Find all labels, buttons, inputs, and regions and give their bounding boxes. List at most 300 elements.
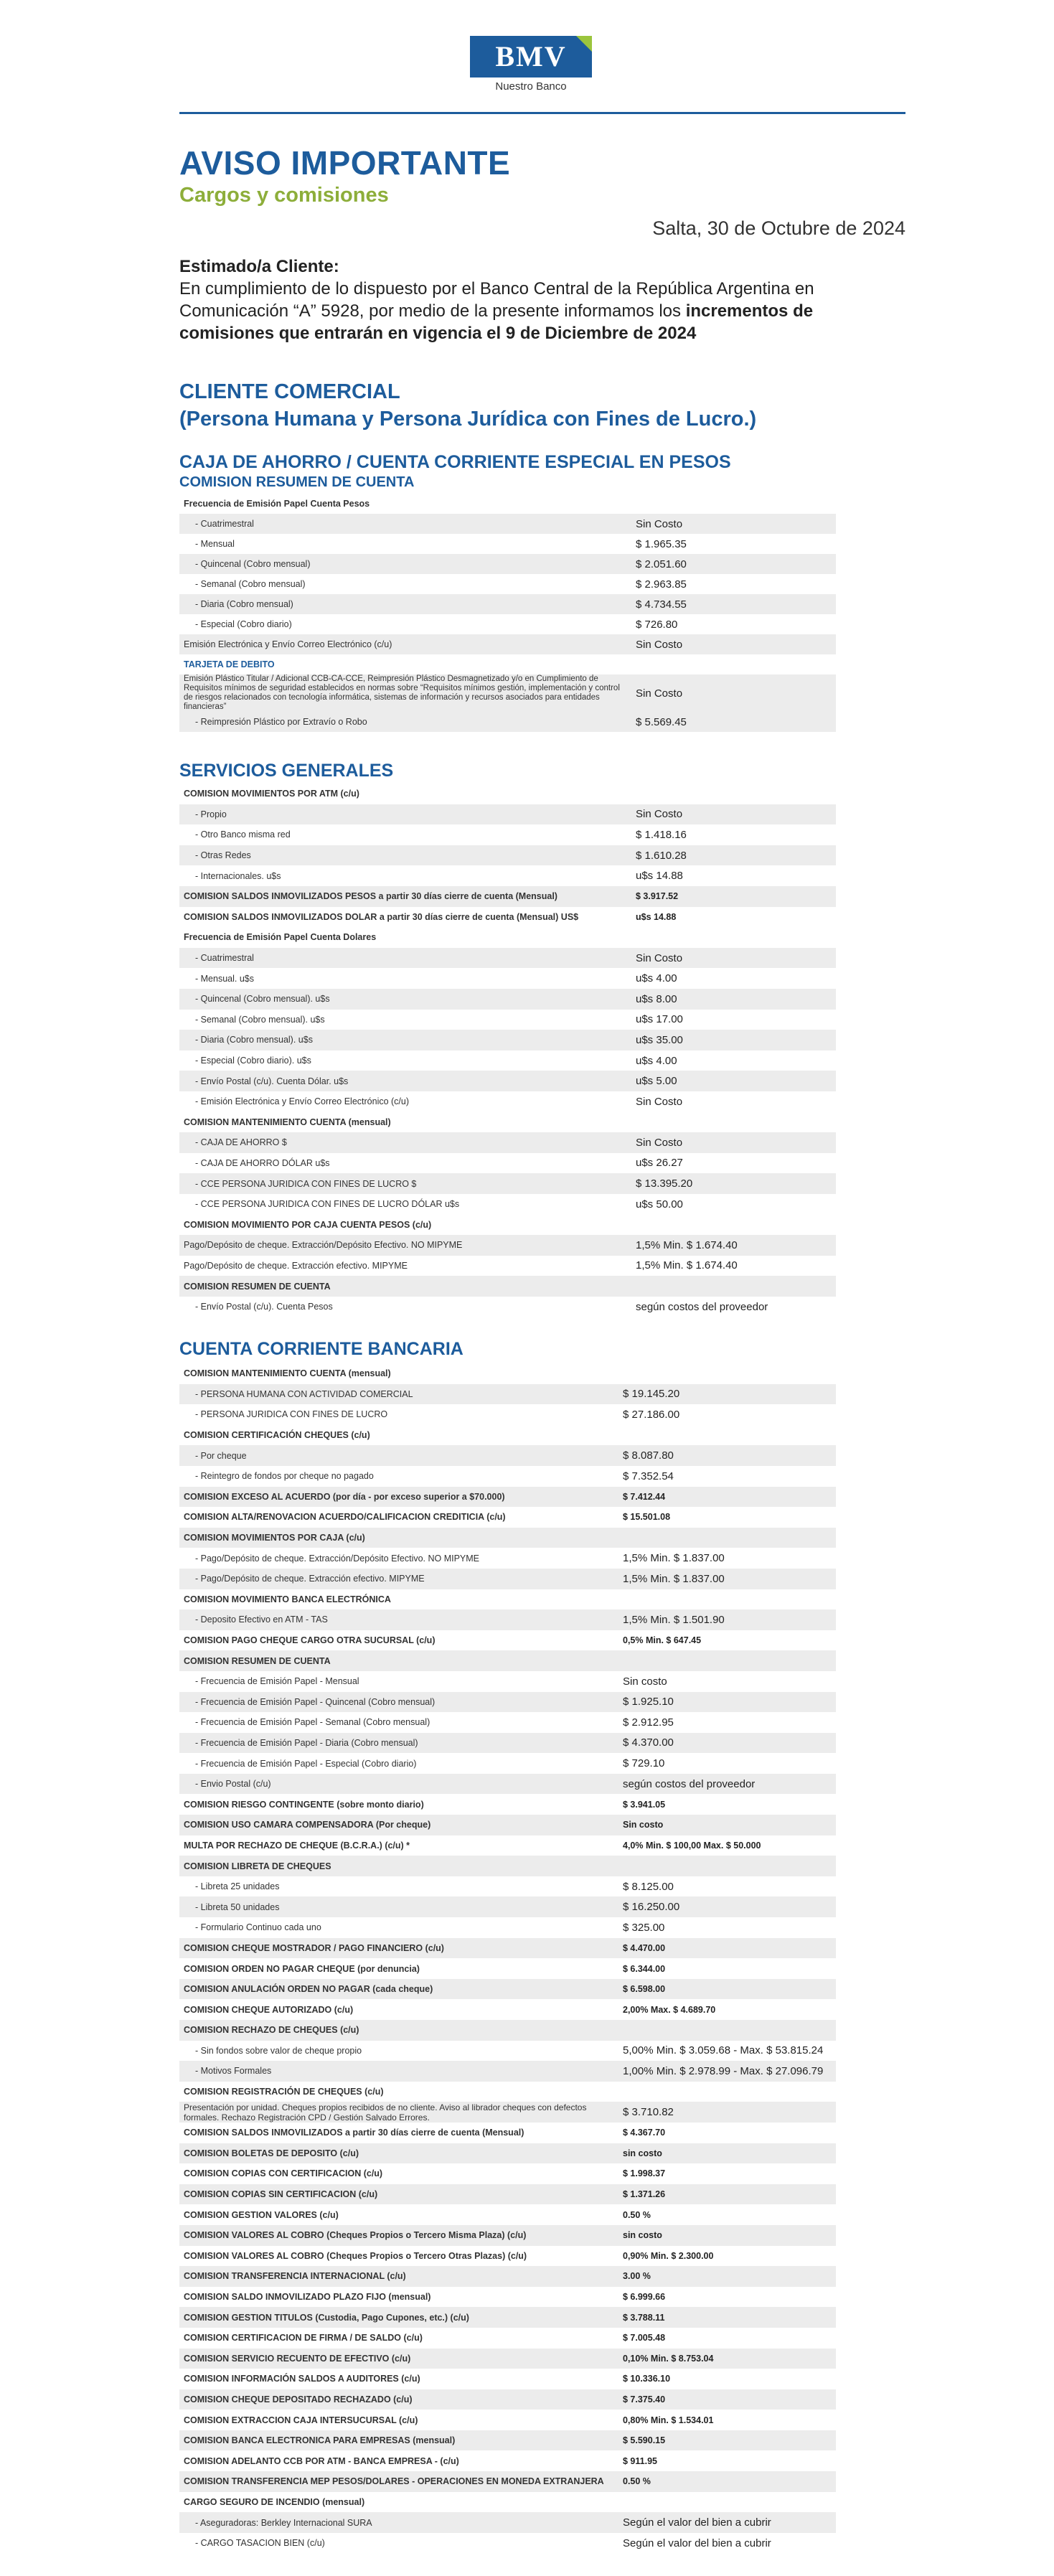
intro-highlight: incrementos de comisiones que entrarán en vigencia el 9 de Diciembre de 2024 xyxy=(179,301,814,343)
fee-value: 1,00% Min. $ 2.978.99 - Max. $ 27.096.79 xyxy=(618,2061,836,2082)
fee-row xyxy=(179,1276,836,1297)
fee-value: u$s 14.88 xyxy=(636,911,677,922)
fee-label: - CAJA DE AHORRO $ xyxy=(179,1132,631,1153)
fee-label: - CCE PERSONA JURIDICA CON FINES DE LUCRO $ xyxy=(179,1173,631,1194)
fee-value: $ 911.95 xyxy=(623,2455,657,2466)
fee-row xyxy=(179,2225,836,2246)
fee-row xyxy=(179,948,836,969)
fee-row xyxy=(179,1132,836,1153)
fee-row xyxy=(179,1153,836,1174)
fee-label: - Propio xyxy=(179,804,631,825)
fee-label: - Reimpresión Plástico por Extravío o Robo xyxy=(179,712,631,732)
fee-value: Sin Costo xyxy=(631,804,836,825)
fee-label: - Internacionales. u$s xyxy=(195,870,281,881)
fee-row xyxy=(179,1979,836,2000)
fee-row xyxy=(179,574,836,594)
fee-value xyxy=(618,1363,836,1384)
fee-row xyxy=(179,1173,836,1194)
fee-label: - Frecuencia de Emisión Papel - Diaria (Cobro mensual) xyxy=(179,1733,618,1754)
fee-value: 2,00% Max. $ 4.689.70 xyxy=(623,2004,716,2015)
fee-value: $ 1.925.10 xyxy=(618,1692,836,1713)
fee-label: - Frecuencia de Emisión Papel - Especial (Cobro diario) xyxy=(195,1758,417,1769)
intro-greeting: Estimado/a Cliente: xyxy=(179,257,339,276)
fee-value: Sin Costo xyxy=(631,1132,836,1153)
fee-value: $ 7.375.40 xyxy=(618,2389,836,2410)
fee-label: - Pago/Depósito de cheque. Extracción/Depósito Efectivo. NO MIPYME xyxy=(195,1553,480,1564)
fee-row xyxy=(179,1548,836,1569)
fee-row xyxy=(179,712,836,732)
fee-value: $ 19.145.20 xyxy=(618,1384,836,1405)
fee-value: según costos del proveedor xyxy=(618,1774,836,1795)
fee-label: - Motivos Formales xyxy=(179,2061,618,2082)
bank-logo xyxy=(466,36,596,93)
fee-label: - Envío Postal (c/u). Cuenta Dólar. u$s xyxy=(179,1071,631,1091)
fee-value: 1,5% Min. $ 1.837.00 xyxy=(618,1569,836,1589)
fee-label: - Especial (Cobro diario) xyxy=(195,619,292,629)
fee-label: COMISION MOVIMIENTOS POR CAJA (c/u) xyxy=(179,1528,618,1548)
fee-label: Presentación por unidad. Cheques propios recibidos de no cliente. Aviso al librador cheques con defectos formales. Rechazo Registración CPD / Gestión Salvado Errores. xyxy=(179,2102,618,2123)
fee-row xyxy=(179,2369,836,2389)
fee-value xyxy=(618,1650,836,1671)
client-type-subtitle: (Persona Humana y Persona Jurídica con Fines de Lucro.) xyxy=(179,408,757,431)
fee-row xyxy=(179,1856,836,1876)
fee-value: $ 6.598.00 xyxy=(618,1979,836,2000)
fee-row xyxy=(179,2266,836,2287)
fee-row xyxy=(179,1589,836,1610)
fee-label: COMISION RESUMEN DE CUENTA xyxy=(179,1650,618,1671)
fee-value: $ 7.352.54 xyxy=(623,1470,674,1482)
fee-row xyxy=(179,1671,836,1692)
fee-value: u$s 17.00 xyxy=(636,1013,683,1026)
fee-value: Según el valor del bien a cubrir xyxy=(623,2537,771,2549)
fee-label: COMISION SERVICIO RECUENTO DE EFECTIVO (c/u) xyxy=(179,2349,618,2369)
fee-row xyxy=(179,1835,836,1856)
intro-paragraph xyxy=(179,255,905,344)
fee-value: sin costo xyxy=(618,2143,836,2164)
fee-row xyxy=(179,1712,836,1733)
fee-value: Sin Costo xyxy=(631,674,836,712)
fee-label: - Emisión Electrónica y Envío Correo Electrónico (c/u) xyxy=(195,1096,410,1107)
fee-label: COMISION TRANSFERENCIA INTERNACIONAL (c/u) xyxy=(179,2266,618,2287)
fee-row xyxy=(179,2512,836,2533)
fee-row xyxy=(179,1214,836,1235)
fee-label: COMISION PAGO CHEQUE CARGO OTRA SUCURSAL (c/u) xyxy=(184,1635,436,1646)
fee-row xyxy=(179,1010,836,1030)
fee-row xyxy=(179,2349,836,2369)
fee-row xyxy=(179,2410,836,2430)
section-cuenta-corriente-title: CUENTA CORRIENTE BANCARIA xyxy=(179,1339,464,1359)
fee-label: COMISION BOLETAS DE DEPOSITO (c/u) xyxy=(179,2143,618,2164)
fee-value xyxy=(618,2082,836,2102)
fee-label: - CCE PERSONA JURIDICA CON FINES DE LUCRO DÓLAR u$s xyxy=(195,1199,460,1210)
fee-row xyxy=(179,1507,836,1528)
fee-value xyxy=(618,1589,836,1610)
fee-label: COMISION EXCESO AL ACUERDO (por día - por exceso superior a $70.000) xyxy=(179,1487,618,1508)
fee-row xyxy=(179,514,836,534)
fee-row xyxy=(179,1896,836,1917)
fee-value: $ 4.470.00 xyxy=(618,1938,836,1959)
fee-label: - Deposito Efectivo en ATM - TAS xyxy=(179,1609,618,1630)
fee-value: u$s 26.27 xyxy=(636,1157,683,1170)
fee-row xyxy=(179,784,836,804)
fee-row xyxy=(179,1112,836,1133)
fee-row xyxy=(179,534,836,554)
fee-value: $ 729.10 xyxy=(623,1757,665,1770)
fee-value: según costos del proveedor xyxy=(636,1300,768,1313)
fee-label: COMISION TRANSFERENCIA MEP PESOS/DOLARES - OPERACIONES EN MONEDA EXTRANJERA xyxy=(179,2471,618,2492)
fee-label: COMISION CHEQUE AUTORIZADO (c/u) xyxy=(184,2004,354,2015)
fee-row xyxy=(179,1958,836,1979)
fee-row xyxy=(179,494,836,514)
fee-row xyxy=(179,907,836,928)
fees-table-caja-ahorro xyxy=(179,494,836,732)
fee-label: - Formulario Continuo cada uno xyxy=(195,1922,321,1933)
fee-row xyxy=(179,968,836,989)
fee-label: Frecuencia de Emisión Papel Cuenta Pesos xyxy=(184,499,370,509)
fee-value: 0,10% Min. $ 8.753.04 xyxy=(618,2349,836,2369)
fee-row xyxy=(179,804,836,825)
fee-value: 0.50 % xyxy=(623,2209,651,2220)
fee-row xyxy=(179,634,836,654)
fee-value: $ 726.80 xyxy=(636,618,678,631)
fee-value: $ 16.250.00 xyxy=(618,1896,836,1917)
fee-row xyxy=(179,2307,836,2328)
fee-row xyxy=(179,2061,836,2082)
fee-row xyxy=(179,1487,836,1508)
fee-label: COMISION ANULACIÓN ORDEN NO PAGAR (cada cheque) xyxy=(179,1979,618,2000)
fee-label: - CAJA DE AHORRO DÓLAR u$s xyxy=(195,1157,330,1168)
fee-label: - PERSONA HUMANA CON ACTIVIDAD COMERCIAL xyxy=(179,1384,618,1405)
fee-label: COMISION SALDO INMOVILIZADO PLAZO FIJO (mensual) xyxy=(184,2292,431,2303)
fee-label: COMISION CERTIFICACION DE FIRMA / DE SALDO (c/u) xyxy=(184,2333,423,2344)
fee-value: 1,5% Min. $ 1.674.40 xyxy=(636,1259,738,1272)
fee-label: - Libreta 50 unidades xyxy=(179,1896,618,1917)
fee-value: 5,00% Min. $ 3.059.68 - Max. $ 53.815.24 xyxy=(623,2044,824,2057)
fee-label: CARGO SEGURO DE INCENDIO (mensual) xyxy=(184,2496,365,2507)
fee-value: $ 4.734.55 xyxy=(631,594,836,614)
fee-label: COMISION ORDEN NO PAGAR CHEQUE (por denuncia) xyxy=(184,1963,420,1974)
fee-row xyxy=(179,2184,836,2205)
fee-row xyxy=(179,614,836,634)
fee-label: - Envio Postal (c/u) xyxy=(179,1774,618,1795)
fee-value: $ 2.051.60 xyxy=(631,554,836,574)
fee-row xyxy=(179,2102,836,2123)
fee-label: Pago/Depósito de cheque. Extracción efectivo. MIPYME xyxy=(184,1260,408,1271)
fee-value: $ 1.418.16 xyxy=(636,828,687,841)
fee-row xyxy=(179,1876,836,1897)
fee-row xyxy=(179,824,836,845)
fee-value: 1,5% Min. $ 1.501.90 xyxy=(618,1609,836,1630)
fee-row xyxy=(179,1774,836,1795)
fee-label: - Aseguradoras: Berkley Internacional SURA xyxy=(179,2512,618,2533)
fee-value: 0,90% Min. $ 2.300.00 xyxy=(623,2250,714,2261)
fee-label: - Libreta 25 unidades xyxy=(195,1881,280,1892)
fee-row xyxy=(179,2492,836,2513)
fee-row xyxy=(179,1050,836,1071)
fee-row xyxy=(179,1235,836,1256)
fee-label: COMISION SALDOS INMOVILIZADOS a partir 30 días cierre de cuenta (Mensual) xyxy=(184,2128,524,2138)
fee-label: COMISION GESTION TITULOS (Custodia, Pago Cupones, etc.) (c/u) xyxy=(179,2307,618,2328)
fee-value: $ 8.087.80 xyxy=(618,1445,836,1466)
fee-value xyxy=(631,784,836,804)
fee-value: u$s 4.00 xyxy=(636,972,677,985)
fee-label: COMISION RESUMEN DE CUENTA xyxy=(179,1276,631,1297)
fee-label: - Otras Redes xyxy=(179,845,631,866)
page-subtitle: Cargos y comisiones xyxy=(179,184,389,207)
fee-value: $ 6.344.00 xyxy=(623,1963,666,1974)
fee-value: $ 325.00 xyxy=(623,1921,665,1934)
fee-row xyxy=(179,2163,836,2184)
fee-value: Sin Costo xyxy=(631,514,836,534)
client-type-title: CLIENTE COMERCIAL xyxy=(179,380,400,403)
fee-label: - Frecuencia de Emisión Papel - Mensual xyxy=(195,1676,359,1687)
fee-row xyxy=(179,1194,836,1215)
fee-value xyxy=(631,654,836,674)
fee-row xyxy=(179,1297,836,1317)
fee-row xyxy=(179,2430,836,2451)
fee-row xyxy=(179,1692,836,1713)
fee-row xyxy=(179,1466,836,1487)
fee-row xyxy=(179,865,836,886)
fee-label: COMISION REGISTRACIÓN DE CHEQUES (c/u) xyxy=(184,2087,384,2097)
fee-row xyxy=(179,594,836,614)
fee-value: $ 4.370.00 xyxy=(618,1733,836,1754)
fee-row xyxy=(179,2020,836,2041)
fee-label: - Sin fondos sobre valor de cheque propio xyxy=(195,2045,362,2056)
fee-row xyxy=(179,1071,836,1091)
fee-value: $ 10.336.10 xyxy=(623,2374,671,2384)
fee-label: Emisión Electrónica y Envío Correo Electrónico (c/u) xyxy=(179,634,631,654)
fee-label: TARJETA DE DEBITO xyxy=(184,659,275,669)
fee-row xyxy=(179,1528,836,1548)
fee-value: 0,80% Min. $ 1.534.01 xyxy=(623,2415,714,2425)
fee-value: $ 27.186.00 xyxy=(623,1408,680,1421)
fee-label: COMISION RIESGO CONTINGENTE (sobre monto diario) xyxy=(184,1799,424,1810)
fee-row xyxy=(179,2123,836,2143)
fee-label: - Quincenal (Cobro mensual) xyxy=(179,554,631,574)
fee-label: COMISION MOVIMIENTO BANCA ELECTRÓNICA xyxy=(184,1594,391,1604)
fees-table-cuenta-corriente xyxy=(179,1363,836,2553)
notice-date: Salta, 30 de Octubre de 2024 xyxy=(652,217,905,239)
fee-row xyxy=(179,1256,836,1277)
fee-value xyxy=(618,1425,836,1446)
fee-row xyxy=(179,989,836,1010)
fee-value: $ 5.590.15 xyxy=(618,2430,836,2451)
fee-row xyxy=(179,845,836,866)
fee-row xyxy=(179,674,836,712)
fee-value: u$s 50.00 xyxy=(636,1198,683,1211)
fee-label: COMISION RECHAZO DE CHEQUES (c/u) xyxy=(179,2020,618,2041)
fee-row xyxy=(179,1609,836,1630)
fee-label: COMISION CHEQUE MOSTRADOR / PAGO FINANCIERO (c/u) xyxy=(179,1938,618,1959)
fee-label: - Mensual xyxy=(195,539,235,549)
fee-label: COMISION COPIAS SIN CERTIFICACION (c/u) xyxy=(179,2184,618,2205)
fee-label: COMISION ALTA/RENOVACION ACUERDO/CALIFICACION CREDITICIA (c/u) xyxy=(184,1512,506,1523)
fee-row xyxy=(179,1753,836,1774)
fee-row xyxy=(179,1363,836,1384)
fee-label: COMISION INFORMACIÓN SALDOS A AUDITORES (c/u) xyxy=(184,2374,420,2384)
fee-value: 3.00 % xyxy=(618,2266,836,2287)
fee-row xyxy=(179,927,836,948)
fee-label: COMISION GESTION VALORES (c/u) xyxy=(184,2209,339,2220)
fees-table-servicios-generales xyxy=(179,784,836,1317)
fee-label: COMISION ADELANTO CCB POR ATM - BANCA EMPRESA - (c/u) xyxy=(184,2455,459,2466)
fee-value: $ 1.965.35 xyxy=(636,537,687,550)
fee-row xyxy=(179,1917,836,1938)
fee-row xyxy=(179,1569,836,1589)
fee-label: COMISION VALORES AL COBRO (Cheques Propios o Tercero Otras Plazas) (c/u) xyxy=(184,2250,527,2261)
fee-value xyxy=(618,2020,836,2041)
fee-row xyxy=(179,2041,836,2062)
page-title: AVISO IMPORTANTE xyxy=(179,144,511,182)
fee-value: Sin costo xyxy=(618,1815,836,1835)
fee-value: $ 4.367.70 xyxy=(623,2128,666,2138)
fee-value: Sin Costo xyxy=(636,1095,683,1108)
fee-label: - Diaria (Cobro mensual) xyxy=(179,594,631,614)
fee-row xyxy=(179,2246,836,2267)
fee-value: u$s 14.88 xyxy=(636,870,683,883)
fee-label: COMISION SALDOS INMOVILIZADOS DOLAR a partir 30 días cierre de cuenta (Mensual) US$ xyxy=(184,911,579,922)
intro-text: En cumplimiento de lo dispuesto por el Banco Central de la República Argentina en Comunicación “A” 5928, por medio de la presente informamos los xyxy=(179,279,814,321)
fee-row xyxy=(179,2143,836,2164)
fee-label: COMISION VALORES AL COBRO (Cheques Propios o Tercero Misma Plaza) (c/u) xyxy=(179,2225,618,2246)
fee-row xyxy=(179,1445,836,1466)
fee-row xyxy=(179,2204,836,2225)
fee-value xyxy=(631,1214,836,1235)
fee-label: COMISION CHEQUE DEPOSITADO RECHAZADO (c/u) xyxy=(179,2389,618,2410)
fee-row xyxy=(179,1091,836,1112)
fee-label: COMISION MOVIMIENTO POR CAJA CUENTA PESOS (c/u) xyxy=(184,1219,432,1230)
fee-label: - Quincenal (Cobro mensual). u$s xyxy=(179,989,631,1010)
fee-value: $ 13.395.20 xyxy=(631,1173,836,1194)
fee-value xyxy=(631,927,836,948)
fee-label: - Envío Postal (c/u). Cuenta Pesos xyxy=(195,1302,333,1312)
fee-value xyxy=(631,1276,836,1297)
fee-value: u$s 8.00 xyxy=(631,989,836,1010)
fee-label: COMISION MANTENIMIENTO CUENTA (mensual) xyxy=(184,1368,391,1379)
fee-label: COMISION BANCA ELECTRONICA PARA EMPRESAS (mensual) xyxy=(179,2430,618,2451)
fee-row xyxy=(179,1938,836,1959)
fee-value: Sin Costo xyxy=(631,948,836,969)
fee-label: COMISION MOVIMIENTOS POR ATM (c/u) xyxy=(184,789,359,799)
logo-mark: BMV xyxy=(470,36,592,77)
header-divider xyxy=(179,112,905,114)
logo-tagline: Nuestro Banco xyxy=(495,80,567,93)
fee-row xyxy=(179,2082,836,2102)
fee-value: $ 1.998.37 xyxy=(623,2168,666,2179)
fee-value: $ 3.917.52 xyxy=(631,886,836,907)
fee-value: $ 7.005.48 xyxy=(623,2333,666,2344)
fee-label: COMISION EXTRACCION CAJA INTERSUCURSAL (c/u) xyxy=(184,2415,418,2425)
fee-label: COMISION CERTIFICACIÓN CHEQUES (c/u) xyxy=(184,1430,370,1441)
fee-value xyxy=(631,1112,836,1133)
fee-value: $ 5.569.45 xyxy=(631,712,836,732)
fee-value: Sin costo xyxy=(623,1675,667,1688)
fee-row xyxy=(179,2450,836,2471)
fee-row xyxy=(179,2471,836,2492)
fee-row xyxy=(179,2328,836,2349)
fee-row xyxy=(179,2533,836,2554)
fee-label: - Frecuencia de Emisión Papel - Semanal (Cobro mensual) xyxy=(195,1717,430,1728)
fee-value xyxy=(631,494,836,514)
fee-label: - Cuatrimestral xyxy=(179,514,631,534)
fee-value: 1,5% Min. $ 1.674.40 xyxy=(631,1235,836,1256)
fee-row xyxy=(179,1030,836,1050)
fee-label: Pago/Depósito de cheque. Extracción/Depósito Efectivo. NO MIPYME xyxy=(179,1235,631,1256)
fee-value xyxy=(618,2492,836,2513)
fee-row xyxy=(179,1794,836,1815)
fee-value: $ 15.501.08 xyxy=(623,1512,671,1523)
fee-row xyxy=(179,1650,836,1671)
fee-row xyxy=(179,1630,836,1651)
fee-value: sin costo xyxy=(618,2225,836,2246)
fee-label: - PERSONA JURIDICA CON FINES DE LUCRO xyxy=(195,1409,388,1420)
fee-value xyxy=(618,1528,836,1548)
fee-value: 0.50 % xyxy=(618,2471,836,2492)
fee-label: - Especial (Cobro diario). u$s xyxy=(195,1056,311,1066)
fee-label: COMISION MANTENIMIENTO CUENTA (mensual) xyxy=(184,1117,391,1127)
fee-label: - Cuatrimestral xyxy=(179,948,631,969)
fee-value: 4,0% Min. $ 100,00 Max. $ 50.000 xyxy=(623,1840,761,1851)
fee-label: - Diaria (Cobro mensual). u$s xyxy=(179,1030,631,1050)
fee-row xyxy=(179,1999,836,2020)
fee-value: Sin Costo xyxy=(631,634,836,654)
fee-label: - Semanal (Cobro mensual). u$s xyxy=(195,1014,325,1025)
fee-value: $ 3.710.82 xyxy=(618,2102,836,2123)
fee-value: $ 2.963.85 xyxy=(636,578,687,591)
fee-row xyxy=(179,1384,836,1405)
fee-value: $ 7.412.44 xyxy=(618,1487,836,1508)
section-servicios-generales-title: SERVICIOS GENERALES xyxy=(179,761,394,781)
fee-value: 1,5% Min. $ 1.837.00 xyxy=(623,1552,725,1565)
fee-value xyxy=(618,1856,836,1876)
fee-label: - Reintegro de fondos por cheque no pagado xyxy=(195,1471,374,1482)
fee-value: $ 1.610.28 xyxy=(631,845,836,866)
section-caja-ahorro-subtitle: COMISION RESUMEN DE CUENTA xyxy=(179,474,415,490)
fee-label: - Pago/Depósito de cheque. Extracción efectivo. MIPYME xyxy=(179,1569,618,1589)
fee-value: $ 8.125.00 xyxy=(623,1880,674,1893)
fee-label: COMISION LIBRETA DE CHEQUES xyxy=(179,1856,618,1876)
fee-label: - CARGO TASACION BIEN (c/u) xyxy=(195,2538,325,2549)
fee-label: - Mensual. u$s xyxy=(195,973,254,984)
section-caja-ahorro-title: CAJA DE AHORRO / CUENTA CORRIENTE ESPECIAL EN PESOS xyxy=(179,452,731,472)
fee-row xyxy=(179,554,836,574)
fee-label: - Otro Banco misma red xyxy=(195,829,291,840)
fee-row xyxy=(179,2389,836,2410)
fee-row xyxy=(179,1815,836,1835)
fee-row xyxy=(179,654,836,674)
fee-row xyxy=(179,2287,836,2308)
fee-value: u$s 5.00 xyxy=(631,1071,836,1091)
fee-value: $ 3.941.05 xyxy=(623,1799,666,1810)
fee-label: - Por cheque xyxy=(179,1445,618,1466)
fee-label: Emisión Plástico Titular / Adicional CCB-CA-CCE, Reimpresión Plástico Desmagnetizado y/o en Cumplimiento de Requisitos mínimos de seguridad establecidos en normas sobre “Requisitos mínimos gestión, implementación y control de riesgos relacionados con tecnología informática, sistemas de información y recursos asociados para entidades financieras” xyxy=(179,674,631,712)
fee-row xyxy=(179,1404,836,1425)
fee-label: COMISION USO CAMARA COMPENSADORA (Por cheque) xyxy=(179,1815,618,1835)
fee-label: Frecuencia de Emisión Papel Cuenta Dolares xyxy=(184,932,377,943)
fee-row xyxy=(179,1733,836,1754)
fee-label: COMISION SALDOS INMOVILIZADOS PESOS a partir 30 días cierre de cuenta (Mensual) xyxy=(179,886,631,907)
fee-label: - Frecuencia de Emisión Papel - Quincenal (Cobro mensual) xyxy=(179,1692,618,1713)
fee-value: $ 3.788.11 xyxy=(618,2307,836,2328)
fee-row xyxy=(179,886,836,907)
fee-value: 0,5% Min. $ 647.45 xyxy=(623,1635,702,1646)
fee-value: $ 6.999.66 xyxy=(623,2292,666,2303)
fee-value: u$s 35.00 xyxy=(631,1030,836,1050)
fee-label: COMISION COPIAS CON CERTIFICACION (c/u) xyxy=(184,2168,383,2179)
fee-value: $ 1.371.26 xyxy=(618,2184,836,2205)
fee-value: Según el valor del bien a cubrir xyxy=(618,2512,836,2533)
